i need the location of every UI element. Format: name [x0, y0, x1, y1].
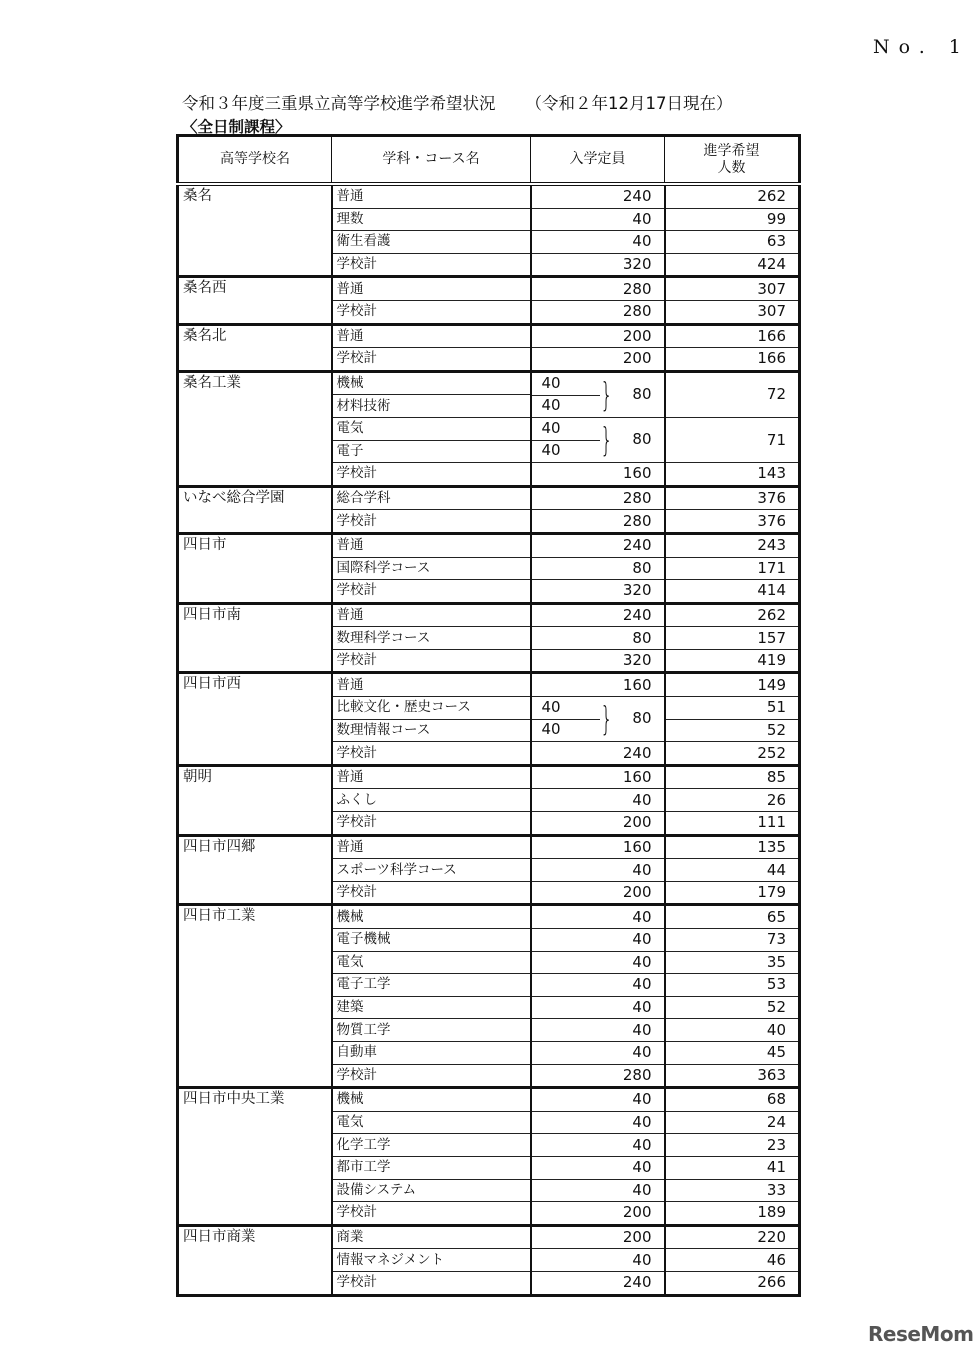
quota-cell	[531, 697, 665, 739]
quota-cell	[531, 371, 665, 414]
course-name: 国際科学コース	[332, 557, 531, 580]
quota-value: 40	[531, 1088, 665, 1112]
school-name: 朝明	[178, 765, 332, 835]
quota-value: 240	[531, 533, 665, 557]
course-name: 学校計	[332, 510, 531, 534]
course-name: 普通	[332, 324, 531, 348]
applicants-value: 72	[665, 371, 800, 417]
quota-value: 40	[531, 1134, 665, 1157]
applicants-value: 40	[665, 1019, 800, 1042]
course-name: 数理情報コース	[332, 719, 531, 742]
applicants-value: 189	[665, 1202, 800, 1226]
quota-value: 40	[531, 789, 665, 812]
applicants-value: 307	[665, 300, 800, 324]
document-title	[182, 90, 733, 114]
applicants-value: 71	[665, 417, 800, 462]
applicants-value: 33	[665, 1179, 800, 1202]
quota-value: 40	[531, 996, 665, 1019]
quota-value: 40	[531, 1019, 665, 1042]
quota-value: 240	[531, 184, 665, 208]
applicants-value: 157	[665, 627, 800, 650]
course-name: 機械	[332, 905, 531, 929]
course-name: 設備システム	[332, 1179, 531, 1202]
applicants-value: 166	[665, 324, 800, 348]
course-name: 学校計	[332, 1202, 531, 1226]
sub-quota: 40	[541, 395, 561, 414]
quota-value: 240	[531, 1271, 665, 1295]
group-quota-total: 80	[632, 709, 652, 728]
quota-value: 320	[531, 580, 665, 604]
applicants-value: 179	[665, 881, 800, 905]
applicants-value: 23	[665, 1134, 800, 1157]
course-name: 学校計	[332, 463, 531, 487]
course-name: 建築	[332, 996, 531, 1019]
course-name: 比較文化・歴史コース	[332, 697, 531, 720]
course-name: 商業	[332, 1225, 531, 1249]
course-name: 数理科学コース	[332, 627, 531, 650]
table-row	[178, 184, 800, 208]
course-name: 普通	[332, 673, 531, 697]
school-name: いなべ総合学園	[178, 486, 332, 533]
table-row	[178, 673, 800, 697]
applicants-value: 243	[665, 533, 800, 557]
brace-icon: }	[599, 374, 613, 414]
quota-value: 320	[531, 649, 665, 673]
applicants-value: 171	[665, 557, 800, 580]
quota-value: 40	[531, 1156, 665, 1179]
applicants-value: 41	[665, 1156, 800, 1179]
school-name: 四日市商業	[178, 1225, 332, 1295]
course-name: 自動車	[332, 1041, 531, 1064]
table-row	[178, 371, 800, 395]
sub-quota: 40	[541, 720, 561, 739]
applicants-value: 166	[665, 348, 800, 372]
course-name: 総合学科	[332, 486, 531, 510]
resemom-logo: ReseMom	[868, 1322, 974, 1346]
applicants-value: 44	[665, 859, 800, 882]
group-quota-total: 80	[632, 384, 652, 403]
table-row	[178, 486, 800, 510]
applicants-value: 266	[665, 1271, 800, 1295]
sub-quota: 40	[541, 698, 561, 717]
course-name: 普通	[332, 184, 531, 208]
quota-value: 280	[531, 300, 665, 324]
quota-value: 160	[531, 765, 665, 789]
course-name: 電子	[332, 440, 531, 463]
quota-cell	[531, 395, 665, 418]
header-course: 学科・コース名	[332, 136, 531, 185]
header-quota: 入学定員	[531, 136, 665, 185]
applicants-value: 35	[665, 951, 800, 974]
course-name: 機械	[332, 371, 531, 395]
course-name: 学校計	[332, 881, 531, 905]
quota-value: 40	[531, 929, 665, 952]
course-name: 機械	[332, 1088, 531, 1112]
applicants-value: 220	[665, 1225, 800, 1249]
course-name: 学校計	[332, 742, 531, 766]
school-name: 四日市四郷	[178, 835, 332, 905]
page-number: No. 1	[873, 36, 970, 58]
quota-value: 40	[531, 859, 665, 882]
quota-value: 200	[531, 348, 665, 372]
course-name: 電気	[332, 1111, 531, 1134]
sub-quota: 40	[541, 373, 561, 392]
quota-value: 200	[531, 1202, 665, 1226]
course-name: 衛生看護	[332, 231, 531, 254]
school-name: 四日市工業	[178, 905, 332, 1088]
title-text: 令和３年度三重県立高等学校進学希望状況	[182, 94, 496, 113]
course-name: 都市工学	[332, 1156, 531, 1179]
applicants-value: 24	[665, 1111, 800, 1134]
quota-value: 40	[531, 951, 665, 974]
brace-icon: }	[599, 419, 613, 459]
quota-value: 280	[531, 1064, 665, 1088]
course-name: スポーツ科学コース	[332, 859, 531, 882]
course-name: 物質工学	[332, 1019, 531, 1042]
applicants-value: 376	[665, 486, 800, 510]
course-name: 理数	[332, 208, 531, 231]
course-name: 学校計	[332, 812, 531, 836]
quota-value: 200	[531, 324, 665, 348]
applicants-value: 307	[665, 277, 800, 301]
course-name: 材料技術	[332, 395, 531, 418]
quota-value: 160	[531, 835, 665, 859]
header-school: 高等学校名	[178, 136, 332, 185]
quota-value: 240	[531, 603, 665, 627]
school-name: 四日市	[178, 533, 332, 603]
quota-value: 200	[531, 812, 665, 836]
quota-value: 200	[531, 881, 665, 905]
applicants-value: 63	[665, 231, 800, 254]
header-applicants-line1: 進学希望	[703, 142, 760, 159]
applicants-value: 414	[665, 580, 800, 604]
table-row	[178, 1225, 800, 1249]
header-applicants	[665, 136, 800, 185]
applicants-value: 52	[665, 996, 800, 1019]
course-name: 学校計	[332, 253, 531, 277]
course-name: ふくし	[332, 789, 531, 812]
school-name: 四日市中央工業	[178, 1088, 332, 1226]
applicants-value: 419	[665, 649, 800, 673]
course-name: 普通	[332, 765, 531, 789]
course-name: 電気	[332, 417, 531, 440]
quota-value: 160	[531, 673, 665, 697]
quota-value: 40	[531, 1111, 665, 1134]
course-name: 学校計	[332, 649, 531, 673]
quota-value: 320	[531, 253, 665, 277]
course-name: 普通	[332, 835, 531, 859]
course-name: 学校計	[332, 300, 531, 324]
brace-icon: }	[599, 699, 613, 739]
applicants-value: 99	[665, 208, 800, 231]
quota-value: 200	[531, 1225, 665, 1249]
group-quota-total: 80	[632, 429, 652, 448]
quota-value: 280	[531, 277, 665, 301]
school-name: 桑名西	[178, 277, 332, 324]
quota-value: 280	[531, 486, 665, 510]
applicants-value: 363	[665, 1064, 800, 1088]
course-name: 学校計	[332, 1271, 531, 1295]
course-type-heading: 〈全日制課程〉	[182, 118, 291, 136]
applicants-value: 424	[665, 253, 800, 277]
course-name: 普通	[332, 277, 531, 301]
course-name: 情報マネジメント	[332, 1249, 531, 1272]
quota-value: 80	[531, 627, 665, 650]
table-row	[178, 765, 800, 789]
applicants-value: 51	[665, 697, 800, 720]
quota-value: 40	[531, 231, 665, 254]
applicants-value: 262	[665, 184, 800, 208]
header-row	[178, 136, 800, 185]
table-row	[178, 603, 800, 627]
sub-quota: 40	[541, 441, 561, 460]
applicants-value: 46	[665, 1249, 800, 1272]
applicants-value: 252	[665, 742, 800, 766]
applicants-value: 65	[665, 905, 800, 929]
quota-value: 80	[531, 557, 665, 580]
quota-value: 240	[531, 742, 665, 766]
quota-cell	[531, 417, 665, 459]
quota-value: 40	[531, 1179, 665, 1202]
quota-value: 40	[531, 1249, 665, 1272]
course-name: 学校計	[332, 1064, 531, 1088]
applicants-value: 149	[665, 673, 800, 697]
applicants-value: 85	[665, 765, 800, 789]
course-name: 学校計	[332, 580, 531, 604]
applicants-value: 376	[665, 510, 800, 534]
applicants-value: 52	[665, 719, 800, 742]
table-row	[178, 1088, 800, 1112]
quota-value: 160	[531, 463, 665, 487]
course-name: 電子機械	[332, 929, 531, 952]
course-name: 化学工学	[332, 1134, 531, 1157]
quota-value: 40	[531, 1041, 665, 1064]
sub-quota: 40	[541, 418, 561, 437]
school-name: 四日市西	[178, 673, 332, 765]
table-row	[178, 277, 800, 301]
quota-value: 40	[531, 208, 665, 231]
applications-table	[176, 134, 801, 1297]
school-name: 桑名	[178, 184, 332, 277]
table-row	[178, 835, 800, 859]
quota-cell	[531, 719, 665, 742]
quota-value: 40	[531, 905, 665, 929]
applicants-value: 111	[665, 812, 800, 836]
applicants-value: 53	[665, 974, 800, 997]
header-applicants-line2: 人数	[717, 159, 746, 176]
applicants-value: 143	[665, 463, 800, 487]
as-of-date: （令和２年12月17日現在）	[525, 94, 733, 113]
table-row	[178, 533, 800, 557]
applicants-value: 26	[665, 789, 800, 812]
applicants-value: 68	[665, 1088, 800, 1112]
applicants-value: 73	[665, 929, 800, 952]
school-name: 桑名工業	[178, 371, 332, 486]
course-name: 普通	[332, 533, 531, 557]
quota-cell	[531, 440, 665, 463]
school-name: 桑名北	[178, 324, 332, 371]
course-name: 普通	[332, 603, 531, 627]
course-name: 電気	[332, 951, 531, 974]
applicants-value: 262	[665, 603, 800, 627]
quota-value: 40	[531, 974, 665, 997]
table-row	[178, 905, 800, 929]
course-name: 学校計	[332, 348, 531, 372]
applicants-value: 45	[665, 1041, 800, 1064]
school-name: 四日市南	[178, 603, 332, 673]
table-row	[178, 324, 800, 348]
applicants-value: 135	[665, 835, 800, 859]
quota-value: 280	[531, 510, 665, 534]
course-name: 電子工学	[332, 974, 531, 997]
